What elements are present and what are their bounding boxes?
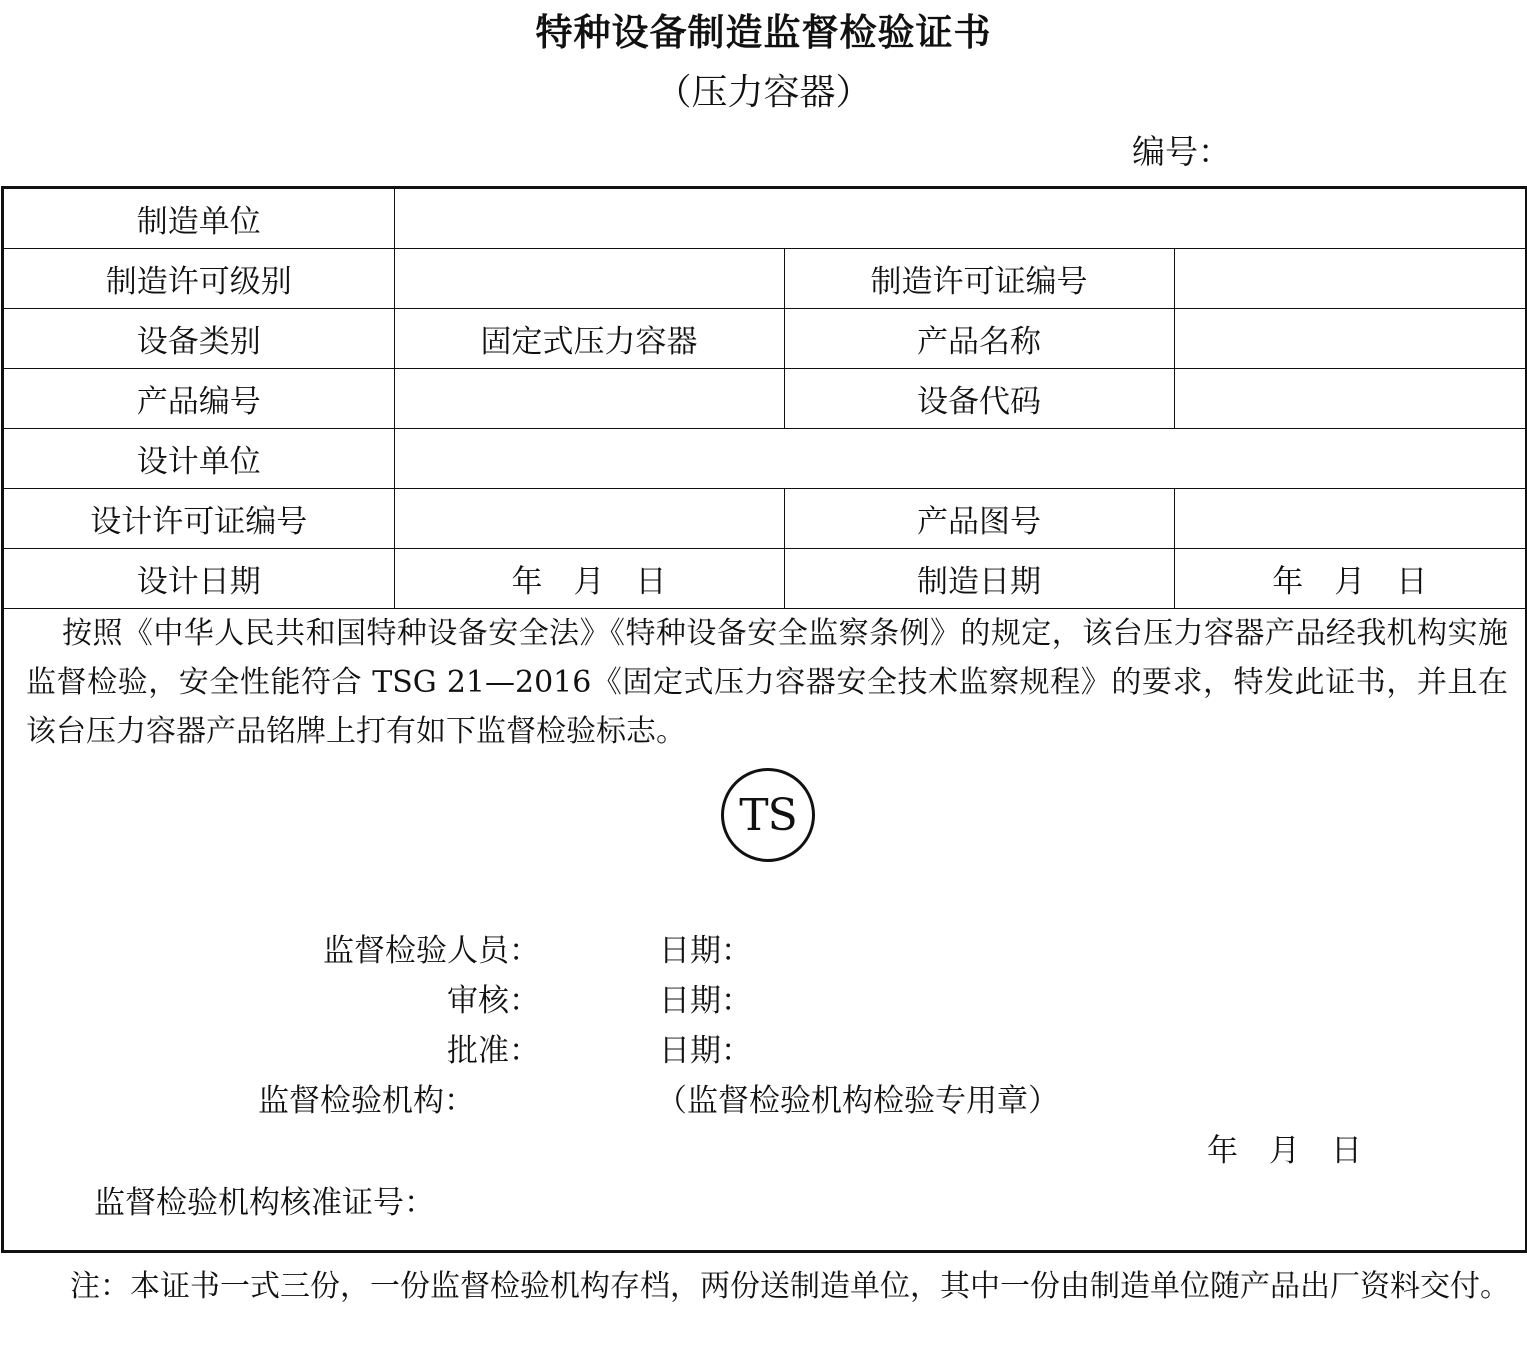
manufacturer-label: 制造单位	[4, 189, 394, 249]
equipment-category-label: 设备类别	[4, 309, 394, 369]
certificate-subtitle: （压力容器）	[655, 72, 872, 113]
product-number-field[interactable]	[394, 369, 784, 429]
agency-seal-text: （监督检验机构检验专用章）	[656, 1083, 1059, 1119]
drawing-number-label: 产品图号	[784, 489, 1174, 549]
ts-inspection-mark	[721, 768, 815, 862]
license-level-field[interactable]	[394, 249, 784, 309]
product-number-label: 产品编号	[4, 369, 394, 429]
reviewer-label: 审核：	[447, 983, 540, 1019]
table-row	[4, 489, 1525, 549]
license-number-label: 制造许可证编号	[784, 249, 1174, 309]
approver-label: 批准：	[447, 1033, 540, 1069]
table-row	[4, 249, 1525, 309]
approver-date-label: 日期：	[659, 1033, 752, 1069]
equipment-code-label: 设备代码	[784, 369, 1174, 429]
ts-mark-text: TS	[739, 789, 797, 841]
design-date-field[interactable]: 年 月 日	[394, 549, 784, 609]
certification-statement: 按照《中华人民共和国特种设备安全法》《特种设备安全监察条例》的规定，该台压力容器产品经我机构实施监督检验，安全性能符合 TSG 21—2016《固定式压力容器安全技术监察规程》的要求，特发此证书，并且在该台压力容器产品铭牌上打有如下监督检验标志。	[26, 616, 1508, 749]
license-level-label: 制造许可级别	[4, 249, 394, 309]
inspection-agency-label: 监督检验机构：	[258, 1083, 475, 1119]
reviewer-date-label: 日期：	[659, 983, 752, 1019]
designer-label: 设计单位	[4, 429, 394, 489]
design-license-field[interactable]	[394, 489, 784, 549]
product-info-table	[4, 189, 1525, 609]
equipment-code-field[interactable]	[1174, 369, 1525, 429]
inspector-date-label: 日期：	[659, 933, 752, 969]
table-row	[4, 369, 1525, 429]
table-row	[4, 189, 1525, 249]
equipment-category-value: 固定式压力容器	[394, 309, 784, 369]
sign-date: 年 月 日	[1207, 1133, 1362, 1169]
certificate-frame	[1, 186, 1527, 1253]
manufacture-date-label: 制造日期	[784, 549, 1174, 609]
certificate-title: 特种设备制造监督检验证书	[535, 10, 992, 54]
footnote-text: 注：本证书一式三份，一份监督检验机构存档，两份送制造单位，其中一份由制造单位随产品出厂资料交付。	[70, 1269, 1510, 1304]
product-name-field[interactable]	[1174, 309, 1525, 369]
product-name-label: 产品名称	[784, 309, 1174, 369]
design-date-label: 设计日期	[4, 549, 394, 609]
serial-number-label: 编号：	[1132, 132, 1231, 171]
designer-field[interactable]	[394, 429, 1525, 489]
design-license-label: 设计许可证编号	[4, 489, 394, 549]
inspector-label: 监督检验人员：	[323, 933, 540, 969]
table-row	[4, 429, 1525, 489]
manufacture-date-field[interactable]: 年 月 日	[1174, 549, 1525, 609]
drawing-number-field[interactable]	[1174, 489, 1525, 549]
table-row	[4, 549, 1525, 609]
table-row	[4, 309, 1525, 369]
footnote	[70, 1262, 1525, 1312]
approval-number-label: 监督检验机构核准证号：	[94, 1185, 435, 1221]
manufacturer-field[interactable]	[394, 189, 1525, 249]
license-number-field[interactable]	[1174, 249, 1525, 309]
